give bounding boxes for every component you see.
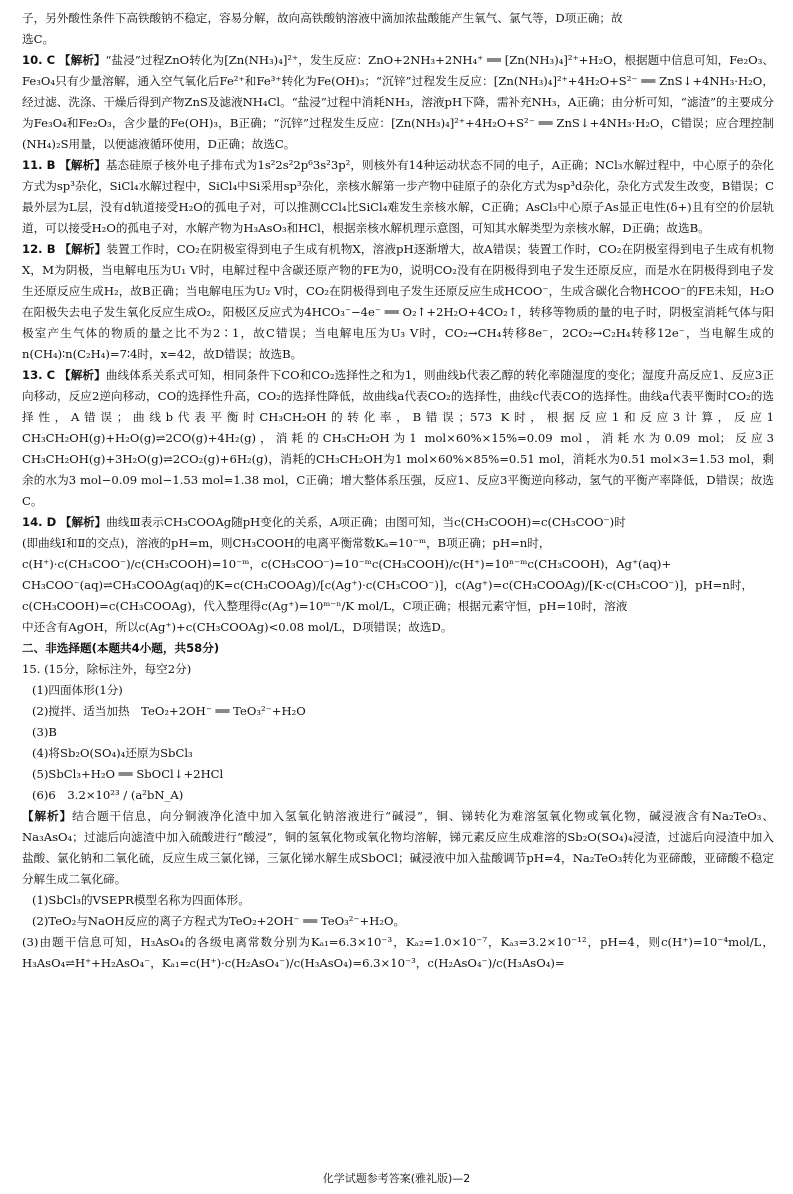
explanation-item: (2)TeO₂与NaOH反应的离子方程式为TeO₂+2OH⁻ ══ TeO₃²⁻+H₂O。 <box>32 914 406 928</box>
formula-line: c(CH₃COOH)=c(CH₃COOAg)，代入整理得c(Ag⁺)=10ᵐ⁻ⁿ/K mol/L，C项正确；根据元素守恒，pH=10时，溶液 <box>22 599 628 613</box>
analysis-tag: 【解析】 <box>59 368 106 382</box>
question-15-explanation <box>22 806 774 890</box>
answer-item: (2)搅拌、适当加热 TeO₂+2OH⁻ ══ TeO₃²⁻+H₂O <box>32 704 306 718</box>
answer-item: (4)将Sb₂O(SO₄)₄还原为SbCl₃ <box>32 746 193 760</box>
answer-item: (5)SbCl₃+H₂O ══ SbOCl↓+2HCl <box>32 767 224 781</box>
section-heading: 二、非选择题(本题共4小题，共58分) <box>22 641 220 655</box>
explanation-item: (1)SbCl₃的VSEPR模型名称为四面体形。 <box>32 893 250 907</box>
page-footer: 化学试题参考答案(雅礼版)—2 <box>322 1172 471 1185</box>
answer-page <box>22 8 774 974</box>
question-number: 11. B <box>22 158 56 172</box>
analysis-tag: 【解析】 <box>59 158 106 172</box>
analysis-tag: 【解析】 <box>22 809 73 823</box>
answer-item: (6)6 3.2×10²³ / (a²bN_A) <box>32 788 184 802</box>
question-number: 13. C <box>22 368 56 382</box>
analysis-text: 装置工作时，CO₂在阴极室得到电子生成有机物X，溶液pH逐渐增大，故A错误；装置工作时，CO₂在阴极室得到电子生成有机物X，M为阴极，当电解电压为U₁ V时，电解过程中含碳还原产物的FE为0，说明CO₂没有在阴极得到电子发生还原反应，而是水在阴极得到电子发生还原反应生成H₂，故B正确；当电解电压为U₂ V时，CO₂在阴极得到电子发生还原反应生成HCOO⁻，生成含碳化合物HCOO⁻的FE未知，H₂O在阳极失去电子发生氧化反应生成O₂，阳极区反应式为4HCO₃⁻−4e⁻ ══ O₂↑+2H₂O+4CO₂↑，转移等物质的量的电子时，阴极室消耗气体与阳极室产生气体的物质的量之比不为2∶1，故C错误；当电解电压为U₃ V时，CO₂→CH₄转移8e⁻，2CO₂→C₂H₄转移12e⁻，当电解生成的n(CH₄)∶n(C₂H₄)=7∶4时，x=42，故D错误；故选B。 <box>22 242 774 361</box>
analysis-text: 结合题干信息，向分铜液净化渣中加入氢氧化钠溶液进行“碱浸”，铜、锑转化为难溶氢氧化物或氧化物，碱浸液含有Na₂TeO₃、Na₃AsO₄；过滤后向滤渣中加入硫酸进行“酸浸”，铜的氢氧化物或氧化物均溶解，锑元素反应生成难溶的Sb₂O(SO₄)₄浸渣，过滤后向浸渣中加入盐酸、氯化钠和二氧化硫，反应生成三氯化锑，三氯化锑水解生成SbOCl；碱浸液中加入盐酸调节pH=4，Na₂TeO₃转化为亚碲酸，亚碲酸不稳定分解生成二氧化碲。 <box>22 809 774 886</box>
question-12-explanation <box>22 239 774 365</box>
question-11-explanation <box>22 155 774 239</box>
analysis-text: 中还含有AgOH，所以c(Ag⁺)+c(CH₃COOAg)<0.08 mol/L，D项错误；故选D。 <box>22 620 453 634</box>
formula-line: CH₃COO⁻(aq)⇌CH₃COOAg(aq)的K=c(CH₃COOAg)/[c(Ag⁺)·c(CH₃COO⁻)]，c(Ag⁺)=c(CH₃COOAg)/[K·c(CH₃COO⁻)]，pH=n时， <box>22 578 754 592</box>
question-15-heading: 15. (15分，除标注外，每空2分) <box>22 662 192 676</box>
text-line: 选C。 <box>22 32 55 46</box>
analysis-text: 曲线体系关系式可知，相同条件下CO和CO₂选择性之和为1，则曲线b代表乙醇的转化率随湿度的变化；湿度升高反应1、反应3正向移动，反应2逆向移动，CO的选择性升高，CO₂的选择性降低，故曲线a代表CO₂的选择性，曲线c代表CO的选择性。曲线a代表平衡时CO₂的选择性，A错误；曲线b代表平衡时CH₃CH₂OH的转化率，B错误；573 K时，根据反应1和反应3计算，反应1 CH₃CH₂OH(g)+H₂O(g)⇌2CO(g)+4H₂(g)，消耗的CH₃CH₂OH为1 mol×60%×15%=0.09 mol，消耗水为0.09 mol；反应3 CH₃CH₂OH(g)+3H₂O(g)⇌2CO₂(g)+6H₂(g)，消耗的CH₃CH₂OH为1 mol×60%×85%=0.51 mol，消耗水为0.51 mol×3=1.53 mol，剩余的水为3 mol−0.09 mol−1.53 mol=1.38 mol，C正确；增大整体系压强，反应1、反应3平衡逆向移动，氢气的平衡产率降低，D错误；故选C。 <box>22 368 774 508</box>
analysis-tag: 【解析】 <box>59 242 107 256</box>
analysis-tag: 【解析】 <box>59 515 107 529</box>
question-number: 14. D <box>22 515 57 529</box>
analysis-text: 曲线Ⅲ表示CH₃COOAg随pH变化的关系，A项正确；由图可知，当c(CH₃COOH)=c(CH₃COO⁻)时 <box>106 515 626 529</box>
explanation-item: (3)由题干信息可知，H₃AsO₄的各级电离常数分别为Kₐ₁=6.3×10⁻³，Kₐ₂=1.0×10⁻⁷，Kₐ₃=3.2×10⁻¹²，pH=4，则c(H⁺)=10⁻⁴mol/L，H₃AsO₄⇌H⁺+H₂AsO₄⁻，Kₐ₁=c(H⁺)·c(H₂AsO₄⁻)/c(H₃AsO₄)=6.3×10⁻³，c(H₂AsO₄⁻)/c(H₃AsO₄)= <box>22 935 774 970</box>
analysis-tag: 【解析】 <box>58 53 106 67</box>
formula-line: c(H⁺)·c(CH₃COO⁻)/c(CH₃COOH)=10⁻ᵐ，c(CH₃COO⁻)=10⁻ᵐc(CH₃COOH)/c(H⁺)=10ⁿ⁻ᵐc(CH₃COOH)，Ag⁺(aq)+ <box>22 557 672 571</box>
question-number: 10. C <box>22 53 56 67</box>
question-15-answers <box>22 659 774 974</box>
text-line: 子，另外酸性条件下高铁酸钠不稳定，容易分解，故向高铁酸钠溶液中滴加浓盐酸能产生氧气、氯气等，D项正确；故 <box>22 11 623 25</box>
question-10-explanation <box>22 50 774 155</box>
answer-item: (1)四面体形(1分) <box>32 683 123 697</box>
question-14-explanation <box>22 512 774 638</box>
analysis-text: (即曲线Ⅰ和Ⅱ的交点)，溶液的pH=m，则CH₃COOH的电离平衡常数Kₐ=10⁻ᵐ，B项正确；pH=n时， <box>22 536 551 550</box>
analysis-text: 基态硅原子核外电子排布式为1s²2s²2p⁶3s²3p²，则核外有14种运动状态不同的电子，A正确；NCl₃水解过程中，中心原子的杂化方式为sp³杂化，SiCl₄水解过程中，SiCl₄中Si采用sp³杂化，亲核水解第一步产物中硅原子的杂化方式为sp³d杂化，杂化方式发生改变，B错误；C最外层为L层，没有d轨道接受H₂O的孤电子对，可以推测CCl₄比SiCl₄难发生亲核水解，C正确；AsCl₃中心原子As显正电性(δ+)且有空的价层轨道，可以接受H₂O的孤电子对，水解产物为H₃AsO₃和HCl，根据亲核水解机理示意图，可知其水解类型为亲核水解，D正确；故选B。 <box>22 158 774 235</box>
question-number: 12. B <box>22 242 56 256</box>
analysis-text: “盐浸”过程ZnO转化为[Zn(NH₃)₄]²⁺，发生反应：ZnO+2NH₃+2NH₄⁺ ══ [Zn(NH₃)₄]²⁺+H₂O，根据题中信息可知，Fe₂O₃、Fe₃O₄只有少量溶解，通入空气氧化后Fe²⁺和Fe³⁺转化为Fe(OH)₃；“沉锌”过程发生反应：[Zn(NH₃)₄]²⁺+4H₂O+S²⁻ ══ ZnS↓+4NH₃·H₂O，经过滤、洗涤、干燥后得到产物ZnS及滤液NH₄Cl。“盐浸”过程中消耗NH₃，溶液pH下降，需补充NH₃，A正确；由分析可知，“滤渣”的主要成分为Fe₃O₄和Fe₂O₃，含少量的Fe(OH)₃，B正确；“沉锌”过程发生反应：[Zn(NH₃)₄]²⁺+4H₂O+S²⁻ ══ ZnS↓+4NH₃·H₂O，C错误；应合理控制(NH₄)₂S用量，以便滤液循环使用，D正确；故选C。 <box>22 53 774 151</box>
answer-item: (3)B <box>32 725 57 739</box>
question-13-explanation <box>22 365 774 512</box>
